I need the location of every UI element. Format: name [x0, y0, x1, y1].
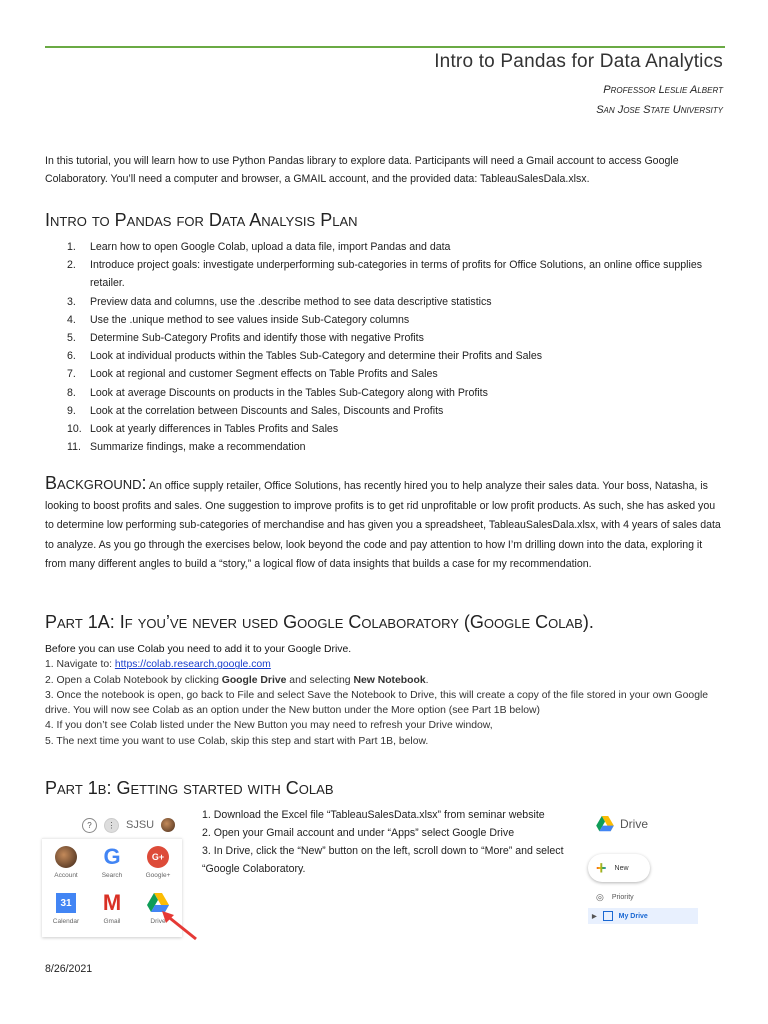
document-title: Intro to Pandas for Data Analytics [434, 51, 723, 72]
list-item: 2. Open your Gmail account and under “Apps” select Google Drive [202, 827, 515, 839]
apps-grid-icon: ⋮ [104, 818, 119, 833]
priority-icon: ◎ [596, 892, 604, 902]
drive-header: Drive [596, 816, 706, 832]
new-button[interactable]: + New [588, 854, 650, 882]
pointer-arrow-icon [160, 909, 200, 943]
list-item: 8. Look at average Discounts on products in the Tables Sub-Category along with Profits [67, 386, 488, 399]
avatar [161, 818, 175, 832]
list-item: 2. Introduce project goals: investigate underperforming sub-categories in terms of profits for Office Solutions, an online office supplies retailer. [67, 259, 703, 290]
google-apps-screenshot [36, 808, 186, 936]
part1a-step4: 4. If you don’t see Colab listed under the New Button you may need to refresh your Drive window, [45, 720, 493, 732]
part1a-step2: 2. Open a Colab Notebook by clicking Google Drive and selecting New Notebook. [45, 674, 429, 686]
list-item: 7. Look at regional and customer Segment effects on Table Profits and Sales [67, 368, 438, 381]
app-calendar: 31 Calendar [44, 891, 88, 925]
drive-logo-icon [596, 816, 614, 832]
google-icon: G [103, 844, 121, 869]
calendar-icon: 31 [54, 891, 78, 915]
part1a-heading: Part 1A: If you’ve never used Google Colaboratory (Google Colab). [45, 612, 594, 632]
expand-arrow-icon: ▶ [592, 913, 597, 920]
list-item: 11. Summarize findings, make a recommendation [67, 441, 306, 454]
part1a-step5: 5. The next time you want to use Colab, skip this step and start with Part 1B, below. [45, 735, 429, 747]
part1a-step3: 3. Once the notebook is open, go back to File and select Save the Notebook to Drive, this will create a copy of the file stored in your own Google drive. You will now see Colab as an option under the New button under the More option (see Part 1B below) [45, 689, 709, 717]
help-icon: ? [82, 818, 97, 833]
plus-icon: + [596, 857, 607, 878]
header-rule [45, 46, 725, 48]
institution: San Jose State University [596, 104, 723, 116]
plan-list [45, 238, 735, 456]
list-item: 10. Look at yearly differences in Tables Profits and Sales [67, 423, 339, 436]
intro-paragraph: In this tutorial, you will learn how to use Python Pandas library to explore data. Participants will need a Gmail account to access Google Colaboratory. You’ll need a computer and browser, a GMAIL account, and the provided data: TableauSalesDala.xlsx. [45, 155, 679, 185]
background-paragraph [45, 474, 725, 575]
list-item: 1. Learn how to open Google Colab, upload a data file, import Pandas and data [67, 241, 451, 253]
priority-item[interactable]: ◎ Priority [596, 892, 634, 902]
part1a-body [45, 642, 735, 749]
app-search: G Search [101, 844, 123, 879]
background-lead: Background: [45, 473, 147, 493]
part1b-steps [202, 806, 580, 878]
app-google-plus: G+ Google+ [136, 845, 180, 879]
app-account: Account [44, 845, 88, 879]
part1b-heading: Part 1b: Getting started with Colab [45, 778, 334, 798]
list-item: 6. Look at individual products within the Tables Sub-Category and determine their Profits and Sales [67, 350, 543, 363]
gmail-icon: M [102, 890, 122, 915]
list-item: 9. Look at the correlation between Discounts and Sales, Discounts and Profits [67, 404, 444, 417]
part1a-intro: Before you can use Colab you need to add it to your Google Drive. [45, 644, 352, 655]
account-icon [54, 845, 78, 869]
list-item: 3. Preview data and columns, use the .describe method to see data descriptive statistics [67, 295, 492, 308]
google-plus-icon: G+ [146, 845, 170, 869]
part1a-step1: 1. Navigate to: https://colab.research.google.com [45, 659, 271, 671]
my-drive-item[interactable]: ▶ My Drive [588, 908, 698, 924]
app-drive[interactable]: Drive [136, 891, 180, 925]
author: Professor Leslie Albert [603, 84, 723, 96]
apps-panel [42, 838, 182, 937]
my-drive-icon [603, 911, 613, 921]
list-item: 3. In Drive, click the “New” button on the left, scroll down to “More” and select “Google Colaboratory. [202, 845, 564, 875]
plan-heading: Intro to Pandas for Data Analysis Plan [45, 210, 358, 230]
drive-screenshot [588, 816, 706, 934]
apps-topbar [82, 814, 212, 836]
org-label: SJSU [126, 819, 155, 831]
colab-link[interactable]: https://colab.research.google.com [114, 659, 271, 671]
app-gmail: M Gmail [90, 891, 134, 925]
footer-date: 8/26/2021 [45, 963, 93, 975]
list-item: 5. Determine Sub-Category Profits and identify those with negative Profits [67, 332, 424, 345]
list-item: 4. Use the .unique method to see values inside Sub-Category columns [67, 313, 410, 326]
list-item: 1. Download the Excel file “TableauSalesData.xlsx” from seminar website [202, 809, 545, 821]
background-text: An office supply retailer, Office Solutions, has recently hired you to help analyze their sales data. Your boss, Natasha, is looking to boost profits and sales. One suggestion to improve profits is to get rid unprofitable or low profit products. As such, she has asked you to determine low performing sub-categories of merchandise and has given you a spreadsheet, TableauSalesDala.xlsx, with 4 years of sales data to analyze. As you go through the exercises below, look beyond the code and pay attention to how I’m drilling down into the data, exploring it from many different angles to build a “story,” a logical flow of data insights that builds a case for my recommendation. [45, 480, 721, 570]
